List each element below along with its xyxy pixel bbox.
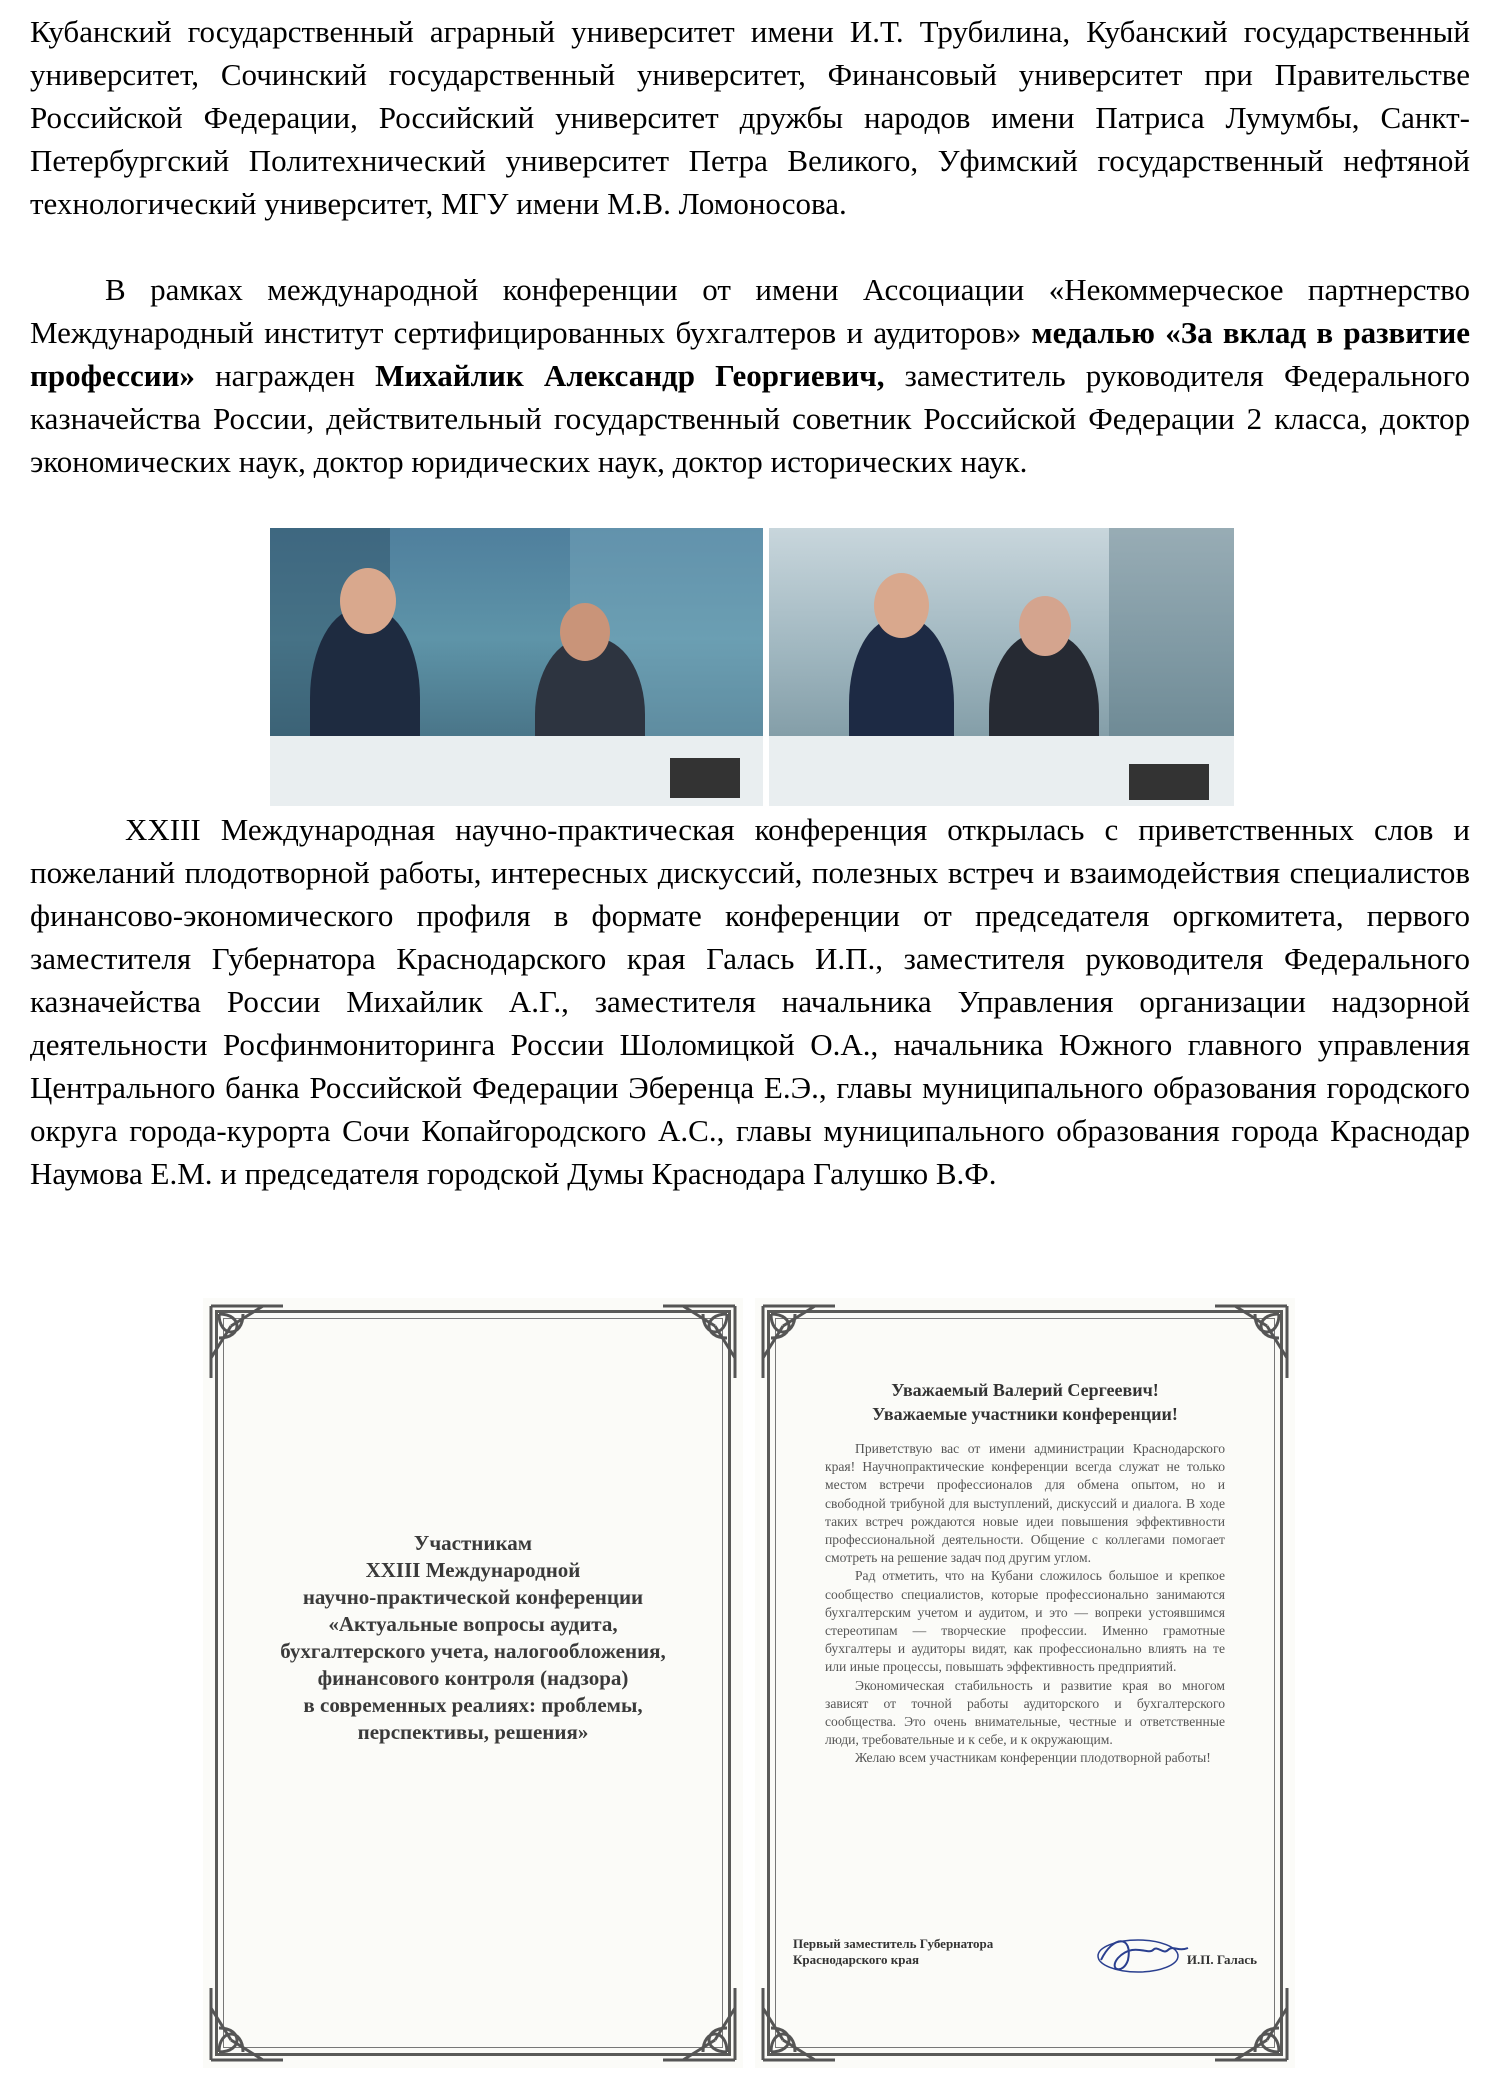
paragraph-award — [30, 268, 1470, 483]
ornament-corner-icon — [1205, 1298, 1295, 1388]
award-text-part2: награжден — [194, 358, 376, 393]
letter-paragraph: Желаю всем участникам конференции плодотворной работы! — [855, 1750, 1211, 1766]
ornament-corner-icon — [203, 1978, 293, 2068]
title-line: Участникам — [413, 1531, 533, 1555]
ornament-corner-icon — [653, 1978, 743, 2068]
letter-body — [825, 1440, 1225, 1768]
ornament-corner-icon — [1205, 1978, 1295, 2068]
title-line: XXIII Международной — [365, 1558, 581, 1582]
signatory-name: И.П. Галась — [1186, 1952, 1257, 1967]
ornament-corner-icon — [755, 1298, 845, 1388]
title-line: перспективы, решения» — [357, 1720, 589, 1744]
title-line: «Актуальные вопросы аудита, — [328, 1612, 618, 1636]
handwritten-signature-icon — [1093, 1930, 1193, 1980]
letter-greeting — [795, 1378, 1255, 1426]
letter-paragraph: Приветствую вас от имени администрации Краснодарского края! Научнопрактические конференции всегда служат не только местом встречи профессионалов для обмена опытом, но и свободной трибуной для выступлений, дискуссий и диалога. В ходе таких встреч рождаются новые идеи повышения эффективности профессиональной деятельности. Общение с коллегами помогает смотреть на решение задач под другим углом. — [825, 1441, 1225, 1566]
letter-panel-greeting — [755, 1298, 1295, 2068]
photo-award-right — [769, 528, 1234, 806]
letter-paragraph: Рад отметить, что на Кубани сложилось большое и крепкое сообщество специалистов, которые профессионально занимаются бухгалтерским учетом и аудитом, и это — вопреки устоявшимся стереотипам — творческие профессии. Именно грамотные бухгалтеры и аудиторы видят, как профессионально влиять на те или иные процессы, повышать эффективность предприятий. — [825, 1568, 1225, 1675]
title-line: научно-практической конференции — [302, 1585, 644, 1609]
letter-paragraph: Экономическая стабильность и развитие края во многом зависят от точной работы аудиторского и бухгалтерского сообщества. Это очень внимательные, честные и ответственные люди, требовательные и к себе, и к окружающим. — [825, 1677, 1225, 1748]
paragraph-universities: Кубанский государственный аграрный университет имени И.Т. Трубилина, Кубанский государственный университет, Сочинский государственный университет, Финансовый университет при Правительстве Российской Федерации, Российский университет дружбы народов имени Патриса Лумумбы, Санкт-Петербургский Политехнический университет Петра Великого, Уфимский государственный нефтяной технологический университет, МГУ имени М.В. Ломоносова. — [30, 14, 1470, 221]
photo-award-left — [270, 528, 763, 806]
award-text-part3: заместитель руководителя Федерального казначейства России, действительный государственный советник Российской Федерации 2 класса, доктор экономических наук, доктор юридических наук, доктор исторических наук. — [30, 358, 1470, 479]
medal-name: медалью «За вклад в развитие профессии» — [30, 315, 1471, 393]
signatory-role: Первый заместитель Губернатора Краснодарского края — [793, 1936, 994, 1967]
awardee-name: Михайлик Александр Георгиевич, — [375, 358, 885, 393]
greeting-line-1: Уважаемый Валерий Сергеевич! — [891, 1380, 1159, 1400]
ornament-corner-icon — [755, 1978, 845, 2068]
letter-signature-block — [793, 1930, 1257, 1990]
title-line: в современных реалиях: проблемы, — [303, 1693, 643, 1717]
title-line: финансового контроля (надзора) — [317, 1666, 629, 1690]
ornament-corner-icon — [653, 1298, 743, 1388]
paragraph-conference-opening: XXIII Международная научно-практическая конференция открылась с приветственных слов и пожеланий плодотворной работы, интересных дискуссий, полезных встреч и взаимодействия специалистов финансово-экономического профиля в формате конференции от председателя оргкомитета, первого заместителя Губернатора Краснодарского края Галась И.П., заместителя руководителя Федерального казначейства России Михайлик А.Г., заместителя начальника Управления организации надзорной деятельности Росфинмониторинга России Шоломицкой О.А., начальника Южного главного управления Центрального банка Российской Федерации Эберенца Е.Э., главы муниципального образования городского округа города-курорта Сочи Копайгородского А.С., главы муниципального образования города Краснодар Наумова Е.М. и председателя городской Думы Краснодара Галушко В.Ф. — [30, 812, 1470, 1191]
title-line: бухгалтерского учета, налогообложения, — [280, 1639, 666, 1663]
conference-title-block — [243, 1530, 703, 1746]
greeting-line-2: Уважаемые участники конференции! — [872, 1404, 1178, 1424]
award-text-part1: В рамках международной конференции от имени Ассоциации «Некоммерческое партнерство Международный институт сертифицированных бухгалтеров и аудиторов» — [30, 272, 1470, 350]
letter-panel-title — [203, 1298, 743, 2068]
ornament-corner-icon — [203, 1298, 293, 1388]
